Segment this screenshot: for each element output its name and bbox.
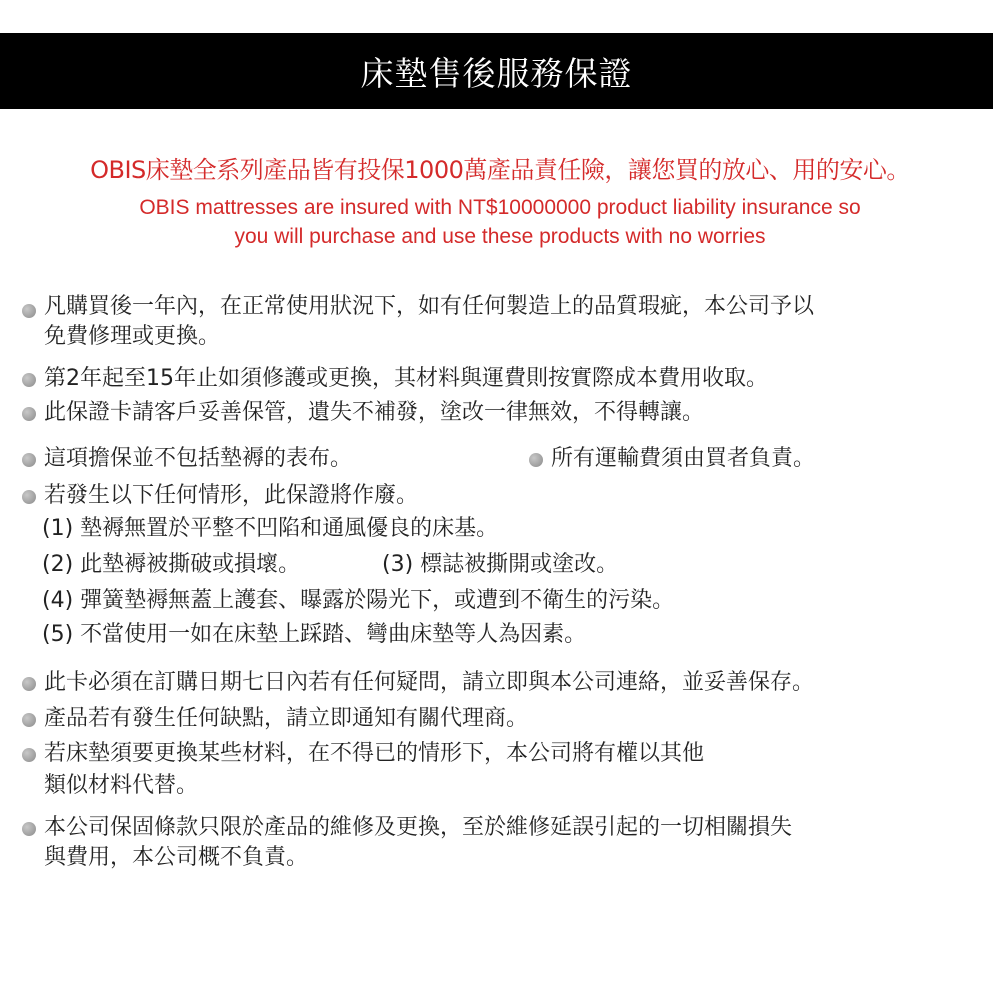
term-10-line2: 與費用，本公司概不負責。: [44, 845, 309, 870]
term-10-line1: 本公司保固條款只限於產品的維修及更換，至於維修延誤引起的一切相關損失: [44, 815, 793, 840]
term-5: 所有運輸費須由買者負責。: [551, 446, 816, 471]
bullet-icon: [529, 453, 543, 467]
term-1-line1: 凡購買後一年內，在正常使用狀況下，如有任何製造上的品質瑕疵，本公司予以: [44, 294, 815, 319]
term-4: 這項擔保並不包括墊褥的表布。: [44, 446, 353, 471]
bullet-icon: [22, 713, 36, 727]
condition-5: (5) 不當使用一如在床墊上踩踏、彎曲床墊等人為因素。: [42, 622, 587, 647]
term-9-line2: 類似材料代替。: [44, 773, 199, 798]
condition-1: (1) 墊褥無置於平整不凹陷和通風優良的床基。: [42, 516, 499, 541]
bullet-icon: [22, 748, 36, 762]
header-bar: [0, 33, 993, 109]
condition-2: (2) 此墊褥被撕破或損壞。: [42, 552, 301, 577]
term-6: 若發生以下任何情形，此保證將作廢。: [44, 483, 419, 508]
bullet-icon: [22, 822, 36, 836]
condition-3: (3) 標誌被撕開或塗改。: [382, 552, 619, 577]
bullet-icon: [22, 490, 36, 504]
term-8: 產品若有發生任何缺點，請立即通知有關代理商。: [44, 706, 529, 731]
condition-4: (4) 彈簧墊褥無蓋上護套、曝露於陽光下，或遭到不衛生的污染。: [42, 588, 675, 613]
bullet-icon: [22, 453, 36, 467]
term-1-line2: 免費修理或更換。: [44, 324, 221, 349]
term-2: 第2年起至15年止如須修護或更換，其材料與運費則按實際成本費用收取。: [44, 366, 768, 391]
term-9-line1: 若床墊須要更換某些材料，在不得已的情形下，本公司將有權以其他: [44, 741, 705, 766]
bullet-icon: [22, 304, 36, 318]
term-3: 此保證卡請客戶妥善保管，遺失不補發，塗改一律無效，不得轉讓。: [44, 400, 705, 425]
page-title: 床墊售後服務保證: [360, 53, 633, 93]
bullet-icon: [22, 407, 36, 421]
bullet-icon: [22, 677, 36, 691]
insurance-statement-en-line2: you will purchase and use these products with no worries: [234, 225, 766, 248]
bullet-icon: [22, 373, 36, 387]
insurance-statement-en-line1: OBIS mattresses are insured with NT$10000000 product liability insurance so: [139, 196, 861, 219]
term-7: 此卡必須在訂購日期七日內若有任何疑問，請立即與本公司連絡，並妥善保存。: [44, 670, 815, 695]
insurance-statement-zh: OBIS床墊全系列產品皆有投保1000萬產品責任險，讓您買的放心、用的安心。: [90, 156, 910, 184]
